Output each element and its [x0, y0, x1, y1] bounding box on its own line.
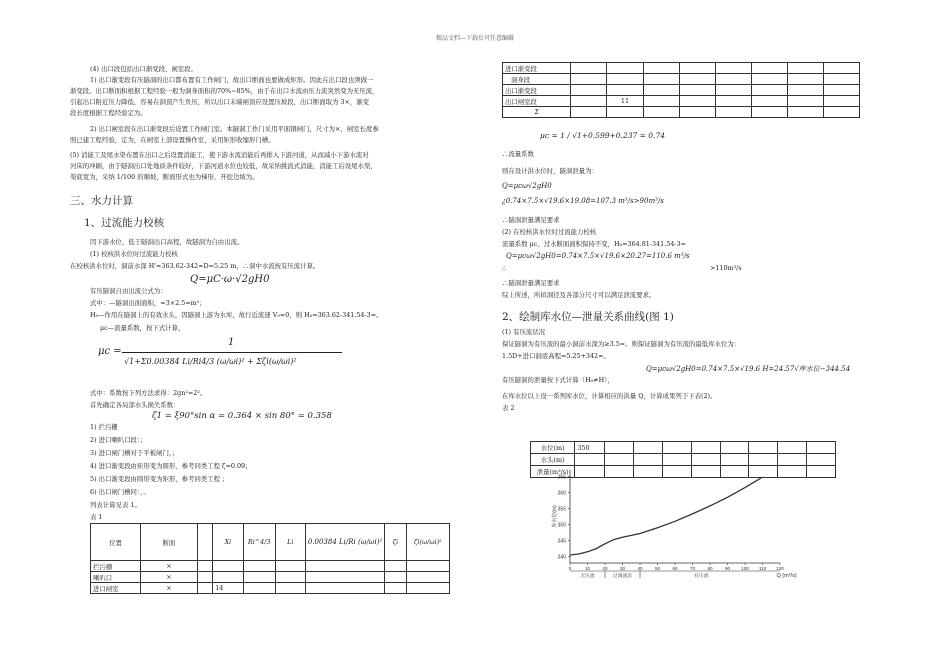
y-tick-label: 345 — [557, 538, 566, 545]
paragraph: 首先确定各局部水头损失系数： — [90, 401, 180, 409]
zeta-formula: ζ1 = ξ90°sin α = 0.364 × sin 80° = 0.358 — [152, 411, 332, 421]
x-tick-label: 90 — [724, 566, 731, 571]
table-cell — [275, 583, 305, 594]
paragraph: (1) 有压流状况 — [502, 328, 546, 336]
paragraph: 段长度根据工程经验定为。 — [70, 109, 147, 117]
table-1 — [90, 523, 450, 594]
x-tick-label: 20 — [602, 566, 608, 571]
table-cell — [643, 85, 679, 96]
paragraph: 式中：系数按下列方法求得：2gn²=2²。 — [90, 389, 207, 397]
paragraph: 则在设计洪水位时，隧洞泄量为： — [502, 167, 598, 175]
table-cell: × — [140, 561, 197, 572]
table-row — [531, 442, 836, 454]
x-tick-label: 100 — [741, 566, 749, 571]
table-cell — [406, 583, 449, 594]
table-cell — [751, 63, 787, 74]
x-tick-label: 30 — [619, 566, 626, 571]
table-cell — [751, 96, 787, 107]
table-cell — [751, 85, 787, 96]
paragraph: 2) 出口闸室段在出口渐变段后设置工作闸门室。本隧洞工作门采用平面钢闸门，尺寸为×，闸室长度参 — [90, 125, 379, 133]
table-cell — [823, 107, 859, 118]
x-tick-label: 70 — [689, 566, 696, 571]
table-header-cell: Li — [275, 524, 305, 561]
table-header-cell: 位置 — [91, 524, 141, 561]
table-cell: 喇叭口 — [91, 572, 141, 583]
paragraph: 1.5D+进口洞底高程=5.25+342=。 — [502, 352, 610, 360]
table-row — [503, 85, 860, 96]
paragraph: 因下游水位，低于隧洞出口高程，故隧洞为自由出流。 — [90, 238, 244, 246]
table-cell — [787, 74, 823, 85]
paragraph: 有压隧洞的泄量按下式计算（H₀≠H）， — [502, 376, 614, 384]
table-cell — [197, 572, 212, 583]
table-cell — [305, 583, 384, 594]
mu-value-formula: μc = 1 / √1+0.599+0.237 = 0.74 — [540, 131, 666, 140]
paragraph: 式中：—隧洞出面面积，=3×2.5=m²； — [90, 299, 206, 307]
list-item: 3) 进口闸门槽对于平板闸门，； — [90, 449, 179, 457]
table-cell — [749, 442, 778, 454]
table-cell — [385, 572, 406, 583]
table-cell — [213, 561, 243, 572]
table-cell: 水头(m) — [531, 454, 575, 466]
mu-formula-lhs: μc = — [98, 346, 122, 357]
table-cell: 水位(m) — [531, 442, 575, 454]
table-row — [503, 96, 860, 107]
table-row — [91, 572, 450, 583]
table-row — [503, 74, 860, 85]
table-cell: × — [140, 583, 197, 594]
paragraph: 1) 出口渐变段有压隧洞的出口都布置有工作闸门，故出口断面也要做成矩形。因此在出口段也须做一 — [90, 76, 374, 84]
table-cell — [823, 74, 859, 85]
table-cell — [197, 561, 212, 572]
section-heading: 三、水力计算 — [70, 195, 133, 207]
table-cell — [787, 107, 823, 118]
paragraph: ∴流量系数 — [502, 150, 534, 158]
y-axis-label: 库水位(m) — [552, 505, 558, 528]
table-cell — [385, 583, 406, 594]
paragraph: 渐变段。出口断面积根据工程经验一般为洞身面积的70%~85%，由于在出口水流由压力流突然变为无压流， — [70, 87, 379, 95]
paragraph: 河床的冲刷，由于隧洞出口处地质条件较好，下游河道水位也较低，故采纳挑流式消能，消能工后设尾水渠， — [70, 162, 377, 170]
list-item: 5) 出口渐变段由圆形变为矩形，参考同类工程 ； — [90, 475, 229, 483]
formula: Q=μcω√2gH0=0.74×7.5×√19.6 H=24.57√库水位−344.54 — [646, 365, 851, 373]
table-cell: 出口闸室段 — [503, 96, 571, 107]
table-cell — [662, 442, 691, 454]
table-cell: 泄量(m³/s) — [531, 466, 575, 478]
table-cell — [787, 63, 823, 74]
table-cell — [385, 561, 406, 572]
therefore-mark: ∴ — [502, 264, 507, 272]
paragraph: 渠底宽为，采纳 1/100 的顺坡，断面形式也为梯形，开挖边坡为。 — [70, 173, 259, 181]
table-cell — [715, 96, 751, 107]
table-cell — [679, 85, 715, 96]
table-cell — [679, 96, 715, 107]
flow-zone-labels — [580, 571, 708, 579]
table-cell — [679, 107, 715, 118]
table-cell — [751, 107, 787, 118]
table-cell — [787, 96, 823, 107]
x-tick-label: 40 — [637, 566, 643, 571]
formula: ¿0.74×7.5×√19.6×19.08=107.3 m³/s>90m³/s — [502, 197, 664, 205]
list-item: 2) 进口喇叭口段：； — [90, 436, 147, 444]
stage-discharge-curve — [570, 477, 763, 555]
formula: Q=μcω√2gH0 — [502, 182, 552, 190]
y-tick-label: 365 — [557, 474, 566, 481]
zone-label: 有压流 — [694, 574, 709, 579]
list-item: 4) 进口渐变段由矩形变为圆形，参考同类工程 ζ=0.09； — [90, 462, 252, 470]
paragraph: 有压隧洞自由出流公式为： — [90, 287, 167, 295]
table-cell: 350 — [575, 442, 605, 454]
table-cell — [715, 107, 751, 118]
y-tick-label: 350 — [557, 522, 566, 529]
table-caption: 表 1 — [90, 513, 103, 521]
table-row — [91, 583, 450, 594]
table-cell — [691, 442, 720, 454]
table-header-cell: ζi — [385, 524, 406, 561]
table-cell — [571, 74, 607, 85]
table-cell — [406, 561, 449, 572]
table-1-continued — [502, 62, 860, 118]
table-cell — [643, 74, 679, 85]
table-cell — [787, 85, 823, 96]
table-cell — [605, 442, 634, 454]
table-cell — [823, 85, 859, 96]
table-cell — [243, 583, 275, 594]
paragraph: 在校核洪水位时，洞前水深 H'=363.62-342=D=5.25 m，∴洞中水流按有压流计算。 — [70, 262, 320, 270]
table-cell — [720, 442, 749, 454]
table-cell: 11 — [607, 96, 643, 107]
paragraph: (1) 校核洪水位时过流能力校核 — [90, 250, 178, 258]
table-cell — [807, 466, 836, 478]
table-row — [503, 107, 860, 118]
table-header-cell: Xi — [213, 524, 243, 561]
table-cell — [243, 572, 275, 583]
table-cell — [715, 85, 751, 96]
subsection-heading: 2、绘制库水位—泄量关系曲线(图 1) — [502, 311, 674, 323]
y-tick-label: 360 — [557, 490, 566, 497]
x-tick-label: 80 — [707, 566, 713, 571]
table-cell — [571, 85, 607, 96]
discharge-formula: Q=μC·ω·√2gH0 — [190, 274, 270, 285]
fraction-bar — [122, 352, 342, 353]
table-header-cell: Ri^4/3 — [243, 524, 275, 561]
paragraph: 列表计算见表 1。 — [90, 501, 141, 509]
table-cell — [715, 74, 751, 85]
table-header-cell: 0.00384 Li/Ri (ω/ωi)² — [305, 524, 384, 561]
zone-label: 过渡流态 — [612, 574, 633, 579]
x-tick-label: 110 — [758, 566, 767, 571]
y-tick-label: 340 — [557, 554, 566, 561]
paragraph: >110m³/s — [710, 264, 742, 272]
table-cell — [715, 63, 751, 74]
table-cell — [243, 561, 275, 572]
table-cell: 进口渐变段 — [503, 63, 571, 74]
paragraph: (2) 在校核洪水位时过流能力校核 — [502, 228, 597, 236]
table-cell: 出口渐变段 — [503, 85, 571, 96]
x-axis-label: Q (m³/s) — [776, 573, 797, 579]
table-cell — [197, 583, 212, 594]
x-tick-label: 10 — [584, 566, 591, 571]
table-cell — [305, 572, 384, 583]
paragraph: (5) 消能工及尾水渠布置在出口之后设置消能工，使下游水流消能后再排入下游河道，从而减小下游水流对 — [70, 151, 369, 159]
table-cell — [751, 74, 787, 85]
subsection-heading: 1、过流能力校核 — [84, 217, 165, 229]
paragraph: ∴隧洞泄量满足要求 — [502, 216, 560, 224]
table-cell: 进口闸室 — [91, 583, 141, 594]
x-tick-label: 60 — [672, 566, 678, 571]
list-item: 6) 出口闸门槽同：，。 — [90, 488, 150, 496]
formula: Q=μcω√2gH0=0.74×7.5×√19.6×20.27=110.6 m³/s — [506, 252, 690, 260]
table-cell — [634, 442, 663, 454]
table-cell: 洞身段 — [503, 74, 571, 85]
table-cell: 14 — [213, 583, 243, 594]
table-cell — [643, 107, 679, 118]
paragraph: 流量系数 μc、过水断面面积保持不变，H₀=364.81-341.54-3= — [502, 240, 686, 248]
table-cell — [807, 454, 836, 466]
table-cell: 拦污栅 — [91, 561, 141, 572]
table-cell — [778, 442, 807, 454]
table-cell — [275, 561, 305, 572]
table-cell — [406, 572, 449, 583]
table-cell — [823, 63, 859, 74]
table-cell — [643, 63, 679, 74]
mu-formula-numerator: 1 — [228, 337, 235, 348]
table-cell — [607, 63, 643, 74]
table-cell — [679, 63, 715, 74]
table-cell — [213, 572, 243, 583]
table-cell: Σ — [503, 107, 571, 118]
x-tick-label: 120 — [776, 566, 784, 571]
table-cell — [607, 74, 643, 85]
table-cell — [305, 561, 384, 572]
list-item: 1) 拦污栅 — [90, 423, 118, 431]
table-cell — [571, 63, 607, 74]
y-tick-label: 355 — [557, 506, 566, 513]
table-header-row — [91, 524, 450, 561]
table-header-cell: ζi(ω/ωi)² — [406, 524, 449, 561]
table-caption: 表 2 — [502, 404, 515, 412]
paragraph: H₀—作用在隧洞上的有效水头，因隧洞上游为水库，故行近流速 V₀≈0，则 H₀=363.62-341.54-3=。 — [90, 311, 383, 319]
table-cell — [823, 96, 859, 107]
table-cell — [275, 572, 305, 583]
table-header-cell: 断面 — [140, 524, 197, 561]
paragraph: 保证隧洞为有压流的最小洞前水深为≥3.5=。则保证隧洞为有压流的最低库水位为： — [502, 340, 741, 348]
paragraph: 照已建工程经验，定为，在闸室上部设置操作室，采用矩形收缩形门槽。 — [70, 136, 275, 144]
table-cell — [679, 74, 715, 85]
paragraph: μc—流量系数，按下式计算， — [100, 324, 185, 332]
paragraph: ∴隧洞泄量满足要求 — [502, 279, 560, 287]
table-cell — [607, 85, 643, 96]
x-tick-label: 50 — [654, 566, 661, 571]
page-header: 精品文档---下载后可任意编辑 — [435, 35, 515, 42]
table-cell — [571, 96, 607, 107]
paragraph: 引起出口附近压力降低，容易在洞顶产生负压，所以出口末端闸顶应设置压坡段，出口断面取为 3×，渐变 — [70, 98, 370, 106]
paragraph: 综上所述，所拟洞径及各部分尺寸可以满足泄流要求。 — [502, 291, 656, 299]
mu-formula-denominator: √1+Σ0.00384 Li/Ri4/3 (ω/ωi)² + Σζi(ω/ωi)² — [124, 357, 297, 366]
table-cell — [643, 96, 679, 107]
table-cell — [571, 107, 607, 118]
paragraph: 在库水位以上设一系列库水位，计算相应的洪量 Q，计算成果列于下表(2)。 — [502, 392, 717, 400]
table-header-cell — [197, 524, 212, 561]
zone-label: 无压流 — [580, 574, 595, 579]
table-cell — [607, 107, 643, 118]
stage-discharge-chart — [530, 462, 810, 592]
table-cell: × — [140, 572, 197, 583]
table-row — [91, 561, 450, 572]
table-row — [503, 63, 860, 74]
x-tick-label: 0 — [568, 566, 572, 571]
table-cell — [807, 442, 836, 454]
paragraph: (4) 出口段包括出口渐变段、闸室段。 — [90, 65, 197, 73]
